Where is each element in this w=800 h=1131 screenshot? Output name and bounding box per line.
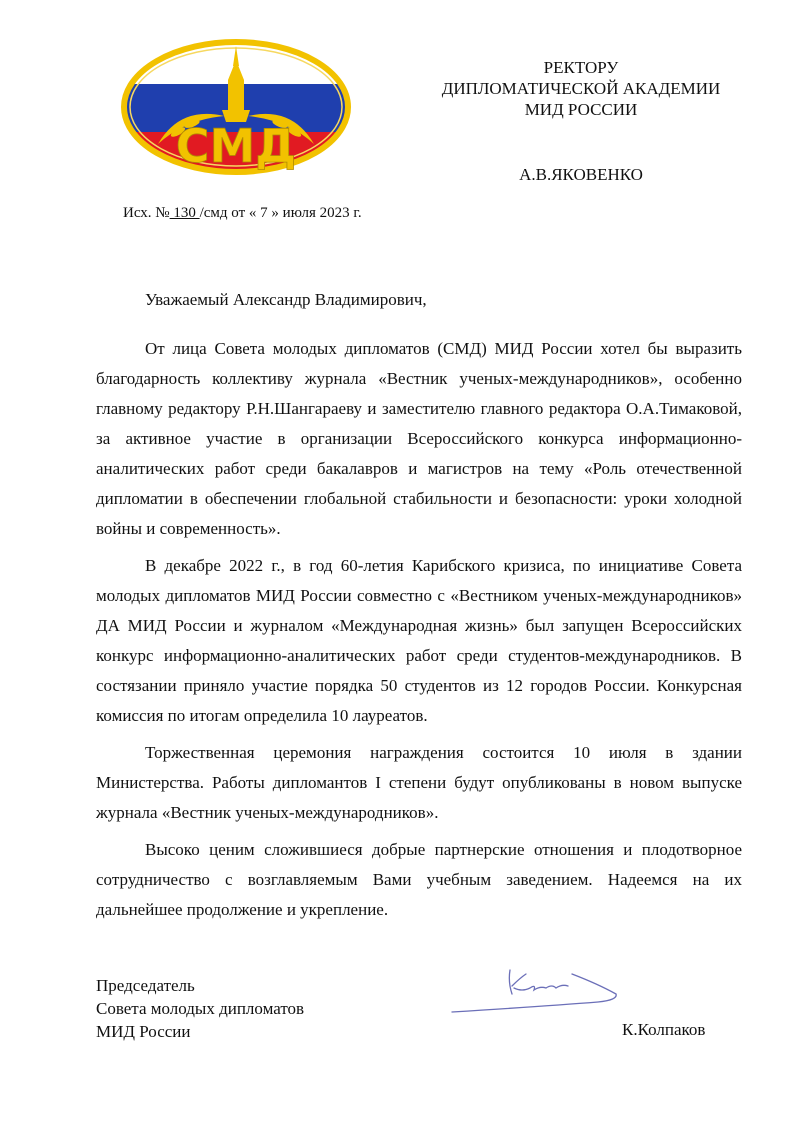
logo-text: СМД xyxy=(175,119,297,173)
signatory-name: К.Колпаков xyxy=(622,1020,706,1039)
addressee-line: ДИПЛОМАТИЧЕСКОЙ АКАДЕМИИ xyxy=(441,79,721,98)
signatory-title xyxy=(96,974,304,1043)
letter-body xyxy=(96,334,742,932)
outgoing-date: /смд от « 7 » июля 2023 г. xyxy=(199,205,362,221)
signatory-line: МИД России xyxy=(96,1022,191,1041)
addressee-block xyxy=(400,57,762,120)
body-paragraph: В декабре 2022 г., в год 60-летия Карибского кризиса, по инициативе Совета молодых дипломатов МИД России совместно с «Вестником ученых-международников» ДА МИД России и журналом «Международная жизнь» был запущен Всероссийских конкурс информационно-аналитических работ среди студентов-международников. В состязании приняло участие порядка 50 студентов из 12 городов России. Конкурсная комиссия по итогам определила 10 лауреатов. xyxy=(96,556,742,725)
signatory-line: Председатель xyxy=(96,976,195,995)
outgoing-number xyxy=(123,205,362,222)
salutation: Уважаемый Александр Владимирович, xyxy=(145,290,427,309)
body-paragraph: От лица Совета молодых дипломатов (СМД) МИД России хотел бы выразить благодарность коллективу журнала «Вестник ученых-международников», особенно главному редактору Р.Н.Шангараеву и заместителю главного редактора О.А.Тимаковой, за активное участие в организации Всероссийского конкурса информационно-аналитических работ среди бакалавров и магистров на тему «Роль отечественной дипломатии в обеспечении глобальной стабильности и безопасности: уроки холодной войны и современность». xyxy=(96,339,742,538)
smd-logo xyxy=(118,36,354,178)
addressee-line: РЕКТОРУ xyxy=(543,58,619,77)
body-paragraph: Высоко ценим сложившиеся добрые партнерские отношения и плодотворное сотрудничество с возглавляемым Вами учебным заведением. Надеемся на их дальнейшее продолжение и укрепление. xyxy=(96,840,742,919)
outgoing-number-value: 130 xyxy=(169,205,200,221)
outgoing-prefix: Исх. № xyxy=(123,205,170,221)
body-paragraph: Торжественная церемония награждения состоится 10 июля в здании Министерства. Работы дипломантов I степени будут опубликованы в новом выпуске журнала «Вестник ученых-международников». xyxy=(96,743,742,822)
addressee-name: А.В.ЯКОВЕНКО xyxy=(519,165,643,184)
addressee-line: МИД РОССИИ xyxy=(524,100,638,119)
handwritten-signature xyxy=(448,962,628,1020)
signatory-line: Совета молодых дипломатов xyxy=(96,999,305,1018)
